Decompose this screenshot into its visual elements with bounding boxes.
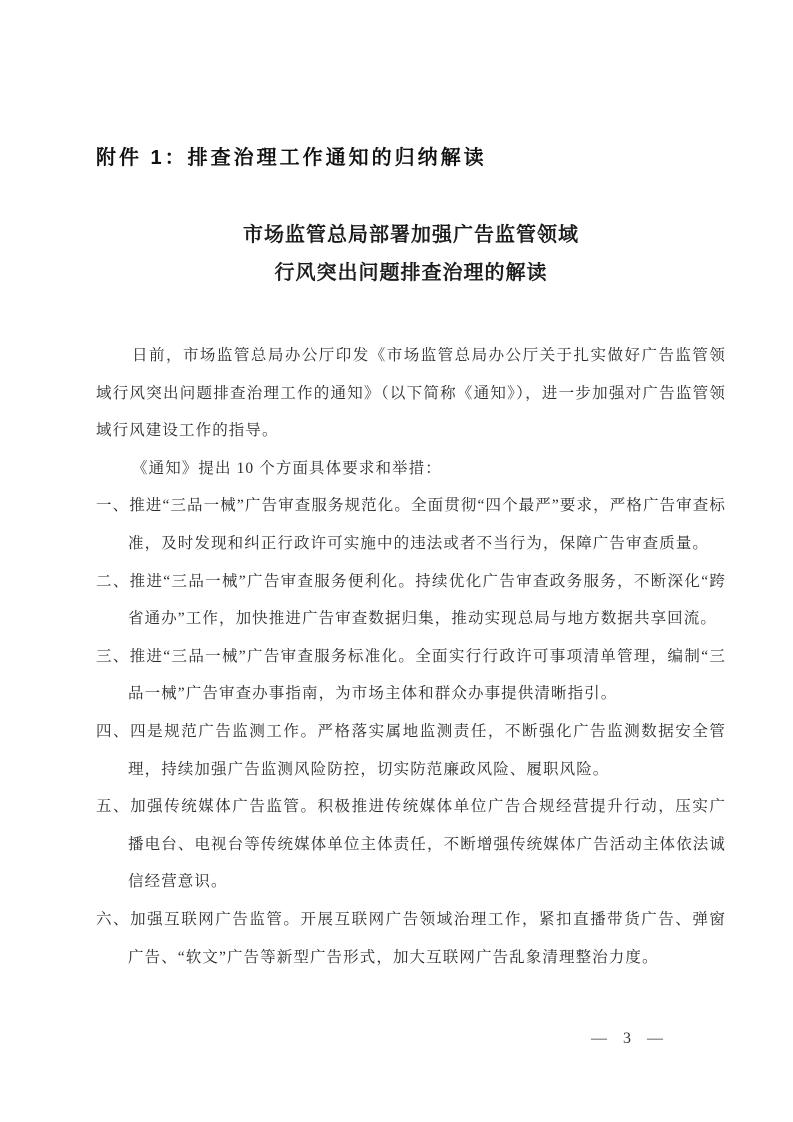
page-number: — 3 — bbox=[591, 1030, 665, 1047]
item-number: 六、 bbox=[96, 910, 131, 928]
lead-in-paragraph: 《通知》提出 10 个方面具体要求和举措： bbox=[132, 459, 442, 477]
list-item-1 bbox=[96, 487, 726, 562]
item-number: 四、 bbox=[96, 722, 131, 740]
list-item-2 bbox=[96, 563, 726, 638]
document-body bbox=[96, 337, 726, 976]
list-item-5 bbox=[96, 788, 726, 901]
item-number: 五、 bbox=[96, 798, 131, 816]
intro-paragraph: 日前，市场监管总局办公厅印发《市场监管总局办公厅关于扎实做好广告监管领域行风突出问题排查治理工作的通知》（以下简称《通知》），进一步加强对广告监管领域行风建设工作的指导。 bbox=[96, 347, 726, 440]
item-text: 推进“三品一械”广告审查服务标准化。全面实行行政许可事项清单管理，编制“三品一械”广告审查办事指南，为市场主体和群众办事提供清晰指引。 bbox=[128, 647, 727, 703]
item-text: 四是规范广告监测工作。严格落实属地监测责任，不断强化广告监测数据安全管理，持续加强广告监测风险防控，切实防范廉政风险、履职风险。 bbox=[128, 722, 726, 778]
attachment-header: 附件 1：排查治理工作通知的归纳解读 bbox=[96, 147, 487, 169]
item-text: 推进“三品一械”广告审查服务规范化。全面贯彻“四个最严”要求，严格广告审查标准，及时发现和纠正行政许可实施中的违法或者不当行为，保障广告审查质量。 bbox=[128, 497, 726, 552]
list-item-4 bbox=[96, 713, 726, 788]
item-number: 二、 bbox=[96, 572, 130, 590]
document-title-line1: 市场监管总局部署加强广告监管领域 bbox=[243, 224, 579, 246]
item-text: 加强传统媒体广告监管。积极推进传统媒体单位广告合规经营提升行动，压实广播电台、电视台等传统媒体单位主体责任，不断增强传统媒体广告活动主体依法诚信经营意识。 bbox=[128, 798, 726, 891]
document-title bbox=[96, 216, 726, 292]
item-text: 推进“三品一械”广告审查服务便利化。持续优化广告审查政务服务，不断深化“跨省通办”工作，加快推进广告审查数据归集，推动实现总局与地方数据共享回流。 bbox=[128, 572, 727, 628]
list-item-3 bbox=[96, 638, 726, 713]
list-item-6 bbox=[96, 901, 726, 976]
item-number: 三、 bbox=[96, 647, 130, 665]
item-text: 加强互联网广告监管。开展互联网广告领域治理工作，紧扣直播带货广告、弹窗广告、“软文”广告等新型广告形式，加大互联网广告乱象清理整治力度。 bbox=[128, 910, 726, 966]
document-title-line2: 行风突出问题排查治理的解读 bbox=[274, 262, 548, 284]
item-number: 一、 bbox=[96, 497, 130, 515]
